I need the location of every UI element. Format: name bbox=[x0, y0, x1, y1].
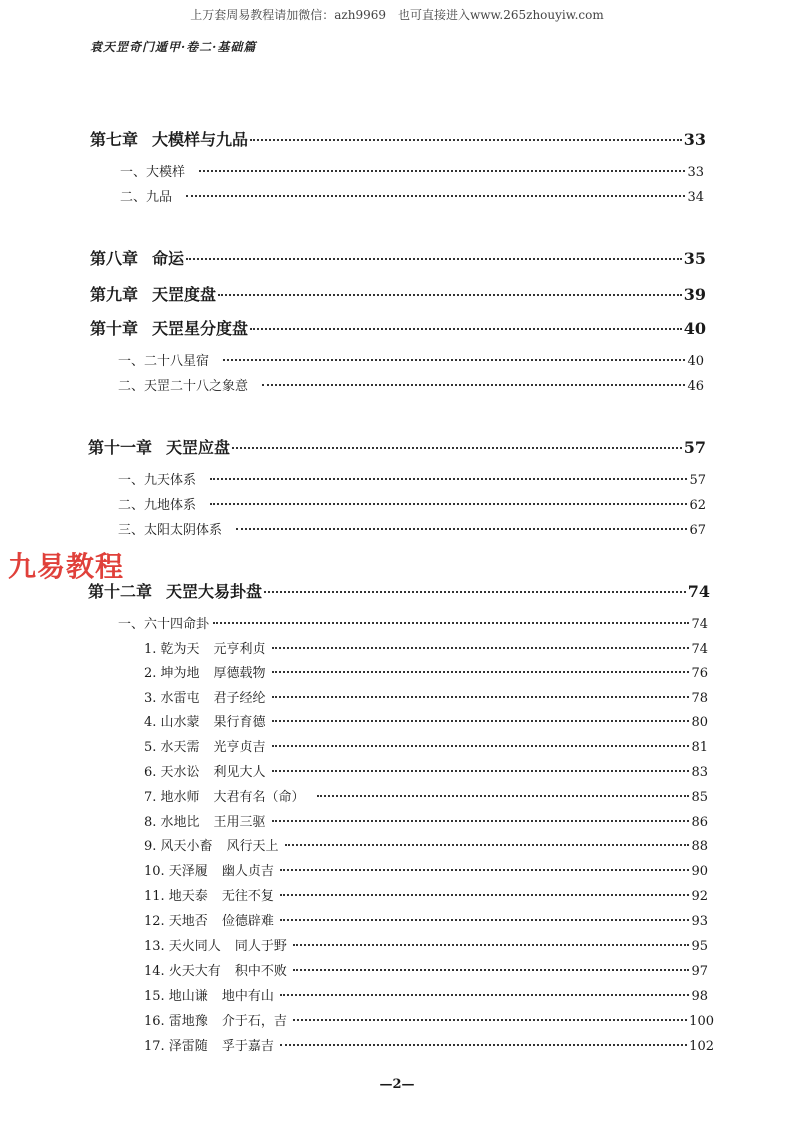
hexagram-desc: 无往不复 bbox=[221, 889, 274, 904]
leader-dots bbox=[280, 919, 690, 921]
chapter-title: 天罡度盘 bbox=[152, 285, 217, 304]
page-number: 40 bbox=[683, 319, 706, 338]
leader-dots bbox=[280, 869, 690, 871]
toc-hexagram[interactable] bbox=[144, 985, 708, 1004]
chapter-title: 命运 bbox=[152, 249, 185, 268]
hexagram-desc: 大君有名（命） bbox=[213, 790, 305, 805]
leader-dots bbox=[272, 671, 690, 673]
chapter-number: 第十一章 bbox=[88, 438, 153, 457]
page-number: 46 bbox=[687, 379, 704, 394]
page-number: 33 bbox=[687, 165, 704, 180]
page-number: 90 bbox=[691, 864, 708, 879]
chapter-title: 天罡大易卦盘 bbox=[166, 582, 263, 601]
chapter-number: 第七章 bbox=[90, 130, 139, 149]
toc-section[interactable] bbox=[118, 494, 706, 513]
page-number: 86 bbox=[691, 815, 708, 830]
download-banner: 上万套周易教程请加微信：azh9969 也可直接进入www.265zhouyiw.com bbox=[190, 8, 604, 22]
leader-dots bbox=[199, 170, 685, 172]
hexagram-desc: 同人于野 bbox=[234, 939, 287, 954]
toc-section[interactable] bbox=[118, 519, 706, 538]
hexagram-desc: 利见大人 bbox=[213, 765, 266, 780]
toc-hexagram[interactable] bbox=[144, 860, 708, 879]
page-number: 35 bbox=[683, 249, 706, 268]
chapter-title: 天罡应盘 bbox=[166, 438, 231, 457]
hexagram-name: 7. 地水师 bbox=[144, 790, 200, 805]
section-label: 一、二十八星宿 bbox=[118, 354, 210, 369]
hexagram-name: 11. 地天泰 bbox=[144, 889, 208, 904]
toc-section[interactable] bbox=[118, 375, 704, 394]
hexagram-name: 15. 地山谦 bbox=[144, 989, 208, 1004]
toc-hexagram[interactable] bbox=[144, 687, 708, 706]
leader-dots bbox=[317, 795, 690, 797]
leader-dots bbox=[210, 478, 687, 480]
toc-section[interactable] bbox=[120, 186, 704, 205]
hexagram-name: 2. 坤为地 bbox=[144, 666, 200, 681]
page-number: 83 bbox=[691, 765, 708, 780]
hexagram-desc: 积中不败 bbox=[234, 964, 287, 979]
toc-hexagram[interactable] bbox=[144, 835, 708, 854]
hexagram-name: 6. 天水讼 bbox=[144, 765, 200, 780]
chapter-title: 天罡星分度盘 bbox=[152, 319, 249, 338]
page-number: 34 bbox=[687, 190, 704, 205]
chapter-number: 第十二章 bbox=[88, 582, 153, 601]
page-number: 88 bbox=[691, 839, 708, 854]
leader-dots bbox=[186, 195, 685, 197]
leader-dots bbox=[232, 447, 682, 449]
leader-dots bbox=[272, 745, 690, 747]
hexagram-desc: 地中有山 bbox=[221, 989, 274, 1004]
toc-hexagram[interactable] bbox=[144, 811, 708, 830]
hexagram-name: 14. 火天大有 bbox=[144, 964, 221, 979]
toc-hexagram[interactable] bbox=[144, 885, 708, 904]
hexagram-desc: 王用三驱 bbox=[213, 815, 266, 830]
leader-dots bbox=[272, 820, 690, 822]
page-number: 92 bbox=[691, 889, 708, 904]
hexagram-name: 3. 水雷屯 bbox=[144, 691, 200, 706]
toc-hexagram[interactable] bbox=[144, 935, 708, 954]
leader-dots bbox=[236, 528, 687, 530]
hexagram-desc: 风行天上 bbox=[226, 839, 279, 854]
section-label: 二、天罡二十八之象意 bbox=[118, 379, 249, 394]
page-number: 81 bbox=[691, 740, 708, 755]
toc-chapter-11[interactable] bbox=[88, 435, 706, 458]
page-number: 98 bbox=[691, 989, 708, 1004]
page-number: 39 bbox=[683, 285, 706, 304]
hexagram-desc: 元亨利贞 bbox=[213, 642, 266, 657]
toc-section[interactable] bbox=[118, 613, 708, 632]
toc-hexagram[interactable] bbox=[144, 761, 708, 780]
section-label: 二、九品 bbox=[120, 190, 173, 205]
toc-hexagram[interactable] bbox=[144, 1010, 714, 1029]
page-number: 80 bbox=[691, 715, 708, 730]
leader-dots bbox=[250, 328, 682, 330]
toc-chapter-9[interactable] bbox=[90, 282, 706, 305]
toc-section[interactable] bbox=[118, 350, 704, 369]
chapter-title: 大模样与九品 bbox=[152, 130, 249, 149]
toc-section[interactable] bbox=[120, 161, 704, 180]
leader-dots bbox=[285, 844, 690, 846]
toc-hexagram[interactable] bbox=[144, 960, 708, 979]
toc-hexagram[interactable] bbox=[144, 662, 708, 681]
hexagram-name: 17. 泽雷随 bbox=[144, 1039, 208, 1054]
hexagram-name: 1. 乾为天 bbox=[144, 642, 200, 657]
leader-dots bbox=[272, 696, 690, 698]
hexagram-desc: 幽人贞吉 bbox=[221, 864, 274, 879]
chapter-number: 第八章 bbox=[90, 249, 139, 268]
leader-dots bbox=[272, 720, 690, 722]
page-footer-number: —2— bbox=[379, 1077, 415, 1092]
hexagram-desc: 介于石，吉 bbox=[221, 1014, 287, 1029]
leader-dots bbox=[213, 622, 689, 624]
hexagram-name: 8. 水地比 bbox=[144, 815, 200, 830]
toc-section[interactable] bbox=[118, 469, 706, 488]
hexagram-name: 16. 雷地豫 bbox=[144, 1014, 208, 1029]
hexagram-desc: 厚德载物 bbox=[213, 666, 266, 681]
watermark: 九易教程 bbox=[8, 550, 125, 583]
hexagram-name: 12. 天地否 bbox=[144, 914, 208, 929]
leader-dots bbox=[218, 294, 682, 296]
toc-chapter-7[interactable] bbox=[90, 127, 706, 150]
page-number: 97 bbox=[691, 964, 708, 979]
section-label: 一、九天体系 bbox=[118, 473, 197, 488]
running-head: 袁天罡奇门遁甲·卷二·基础篇 bbox=[90, 40, 257, 54]
leader-dots bbox=[223, 359, 685, 361]
toc-hexagram[interactable] bbox=[144, 910, 708, 929]
leader-dots bbox=[280, 1044, 687, 1046]
page-number: 74 bbox=[687, 582, 710, 601]
page-number: 76 bbox=[691, 666, 708, 681]
leader-dots bbox=[262, 384, 685, 386]
page-number: 78 bbox=[691, 691, 708, 706]
page-number: 74 bbox=[691, 617, 708, 632]
page-number: 67 bbox=[689, 523, 706, 538]
leader-dots bbox=[272, 647, 690, 649]
section-label: 一、大模样 bbox=[120, 165, 186, 180]
toc-chapter-8[interactable] bbox=[90, 246, 706, 269]
page-number: 57 bbox=[689, 473, 706, 488]
hexagram-name: 4. 山水蒙 bbox=[144, 715, 200, 730]
hexagram-name: 10. 天泽履 bbox=[144, 864, 208, 879]
leader-dots bbox=[210, 503, 687, 505]
leader-dots bbox=[272, 770, 690, 772]
section-label: 三、太阳太阴体系 bbox=[118, 523, 223, 538]
leader-dots bbox=[186, 258, 682, 260]
hexagram-name: 13. 天火同人 bbox=[144, 939, 221, 954]
leader-dots bbox=[293, 1019, 687, 1021]
hexagram-desc: 君子经纶 bbox=[213, 691, 266, 706]
page-number: 95 bbox=[691, 939, 708, 954]
toc-hexagram[interactable] bbox=[144, 711, 708, 730]
leader-dots bbox=[280, 894, 690, 896]
page-number: 100 bbox=[689, 1014, 714, 1029]
hexagram-desc: 光亨贞吉 bbox=[213, 740, 266, 755]
page-number: 85 bbox=[691, 790, 708, 805]
chapter-number: 第十章 bbox=[90, 319, 139, 338]
page-number: 57 bbox=[683, 438, 706, 457]
page-number: 93 bbox=[691, 914, 708, 929]
toc-hexagram[interactable] bbox=[144, 1035, 714, 1054]
toc-hexagram[interactable] bbox=[144, 638, 708, 657]
leader-dots bbox=[280, 994, 690, 996]
page-number: 33 bbox=[683, 130, 706, 149]
leader-dots bbox=[293, 944, 690, 946]
hexagram-desc: 果行育德 bbox=[213, 715, 266, 730]
hexagram-desc: 俭德辟难 bbox=[221, 914, 274, 929]
chapter-number: 第九章 bbox=[90, 285, 139, 304]
page-number: 74 bbox=[691, 642, 708, 657]
toc-hexagram[interactable] bbox=[144, 786, 708, 805]
section-label: 一、六十四命卦 bbox=[118, 617, 210, 632]
page-number: 40 bbox=[687, 354, 704, 369]
page-number: 62 bbox=[689, 498, 706, 513]
hexagram-desc: 孚于嘉吉 bbox=[221, 1039, 274, 1054]
toc-chapter-10[interactable] bbox=[90, 316, 706, 339]
leader-dots bbox=[264, 591, 686, 593]
leader-dots bbox=[250, 139, 682, 141]
leader-dots bbox=[293, 969, 690, 971]
hexagram-name: 5. 水天需 bbox=[144, 740, 200, 755]
page-number: 102 bbox=[689, 1039, 714, 1054]
hexagram-name: 9. 风天小畜 bbox=[144, 839, 213, 854]
toc-chapter-12[interactable] bbox=[88, 579, 710, 602]
toc-hexagram[interactable] bbox=[144, 736, 708, 755]
section-label: 二、九地体系 bbox=[118, 498, 197, 513]
